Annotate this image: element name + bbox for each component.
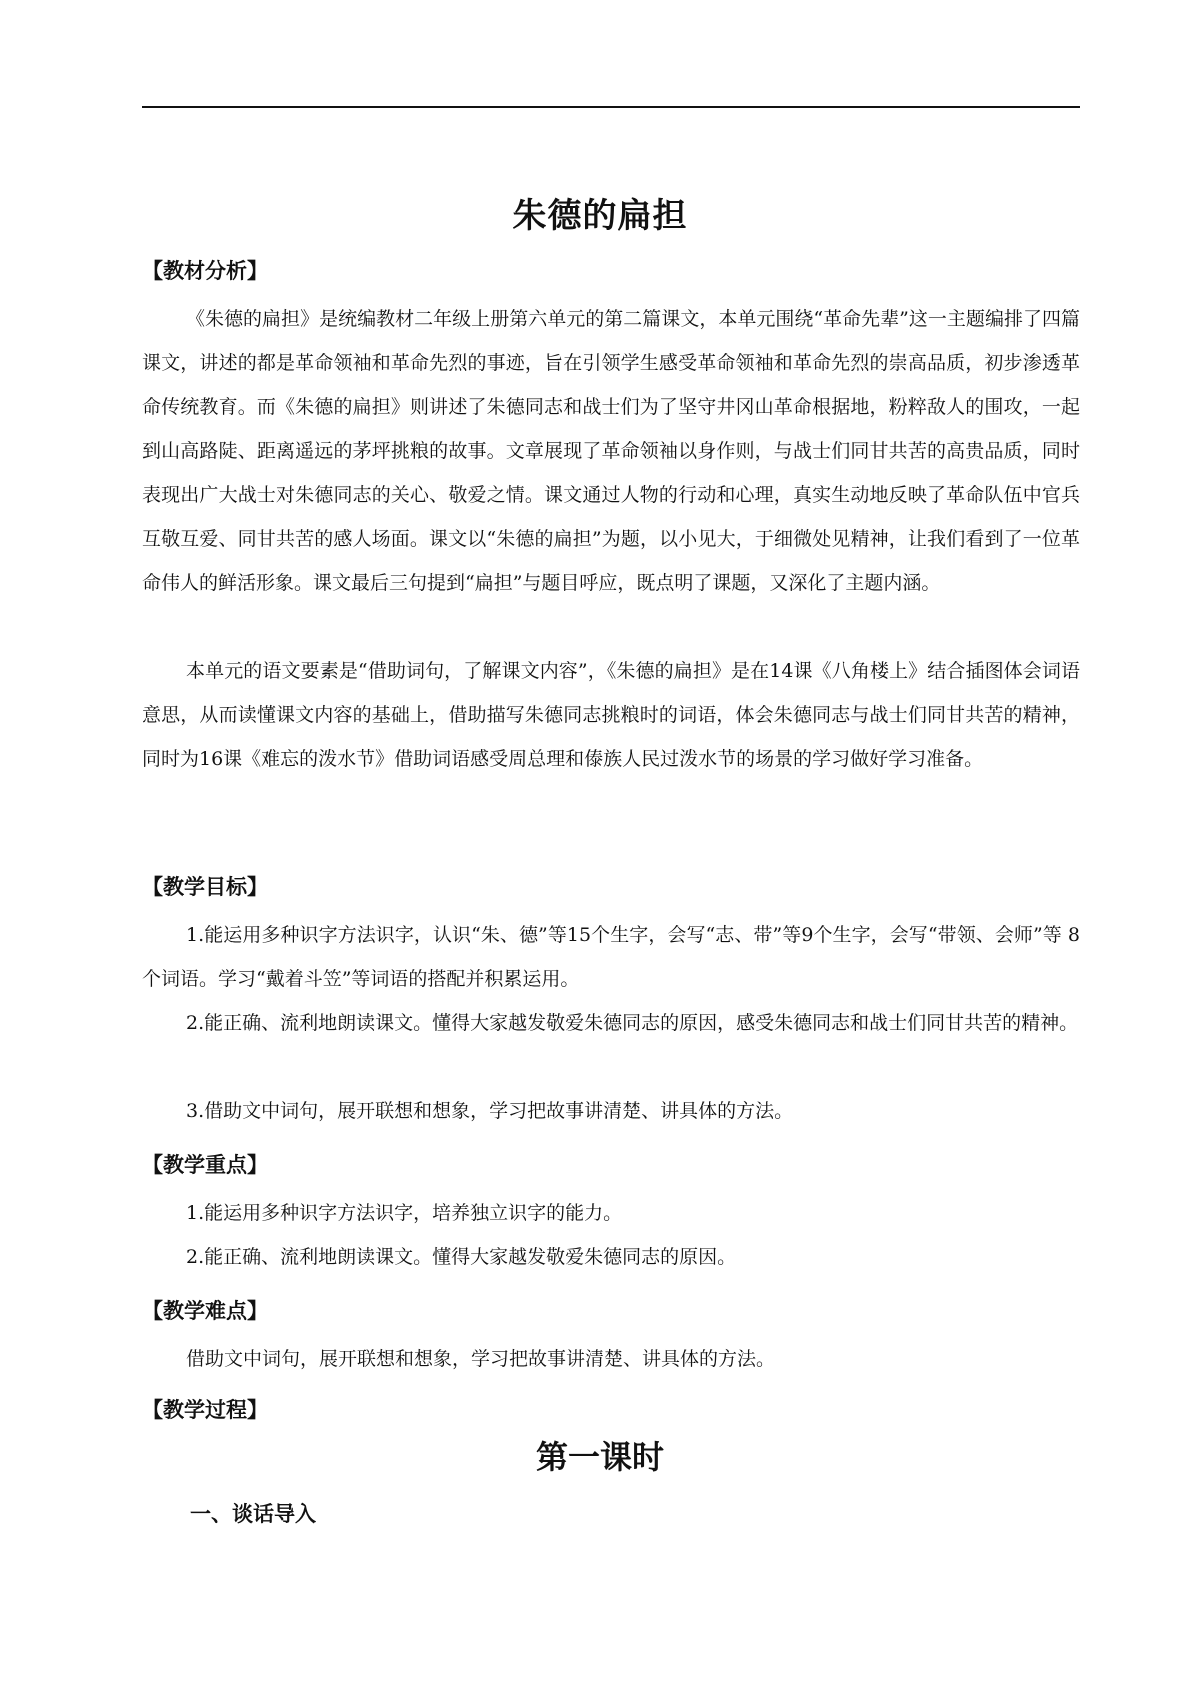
difficulty-item-1: 借助文中词句，展开联想和想象，学习把故事讲清楚、讲具体的方法。 [186,1348,776,1370]
analysis-paragraph-1: 《朱德的扁担》是统编教材二年级上册第六单元的第二篇课文，本单元围绕“革命先辈”这一主题编排了四篇课文，讲述的都是革命领袖和革命先烈的事迹，旨在引领学生感受革命领袖和革命先烈的崇高品质，初步渗透革命传统教育。而《朱德的扁担》则讲述了朱德同志和战士们为了坚守井冈山革命根据地，粉粹敌人的围攻，一起到山高路陡、距离遥远的茅坪挑粮的故事。文章展现了革命领袖以身作则，与战士们同甘共苦的高贵品质，同时表现出广大战士对朱德同志的关心、敬爱之情。课文通过人物的行动和心理，真实生动地反映了革命队伍中官兵互敬互爱、同甘共苦的感人场面。课文以“朱德的扁担”为题，以小见大，于细微处见精神，让我们看到了一位革命伟人的鲜活形象。课文最后三句提到“扁担”与题目呼应，既点明了课题，又深化了主题内涵。 [142,308,1080,594]
step-heading: 一、谈话导入 [190,1502,316,1526]
section-heading-analysis: 【教材分析】 [142,259,268,283]
section-heading-goals: 【教学目标】 [142,875,268,899]
document-title: 朱德的扁担 [512,196,688,236]
section-heading-key-points: 【教学重点】 [142,1153,268,1177]
analysis-paragraph-2: 本单元的语文要素是“借助词句，了解课文内容”，《朱德的扁担》是在14课《八角楼上》结合插图体会词语意思，从而读懂课文内容的基础上，借助描写朱德同志挑粮时的词语，体会朱德同志与战士们同甘共苦的精神，同时为16课《难忘的泼水节》借助词语感受周总理和傣族人民过泼水节的场景的学习做好学习准备。 [142,660,1080,770]
section-heading-process: 【教学过程】 [142,1398,268,1422]
header-rule [142,106,1080,108]
section-heading-difficulties: 【教学难点】 [142,1299,268,1323]
goal-item-3: 3.借助文中词句，展开联想和想象，学习把故事讲清楚、讲具体的方法。 [186,1100,794,1122]
goal-item-2: 2.能正确、流利地朗读课文。懂得大家越发敬爱朱德同志的原因，感受朱德同志和战士们同甘共苦的精神。 [186,1012,1079,1034]
lesson-title: 第一课时 [535,1438,664,1476]
key-point-item-1: 1.能运用多种识字方法识字，培养独立识字的能力。 [186,1202,623,1224]
goal-item-1: 1.能运用多种识字方法识字，认识“朱、德”等15个生字，会写“志、带”等9个生字，会写“带领、会师”等 8 个词语。学习“戴着斗笠”等词语的搭配并积累运用。 [142,924,1080,990]
key-point-item-2: 2.能正确、流利地朗读课文。懂得大家越发敬爱朱德同志的原因。 [186,1246,737,1268]
